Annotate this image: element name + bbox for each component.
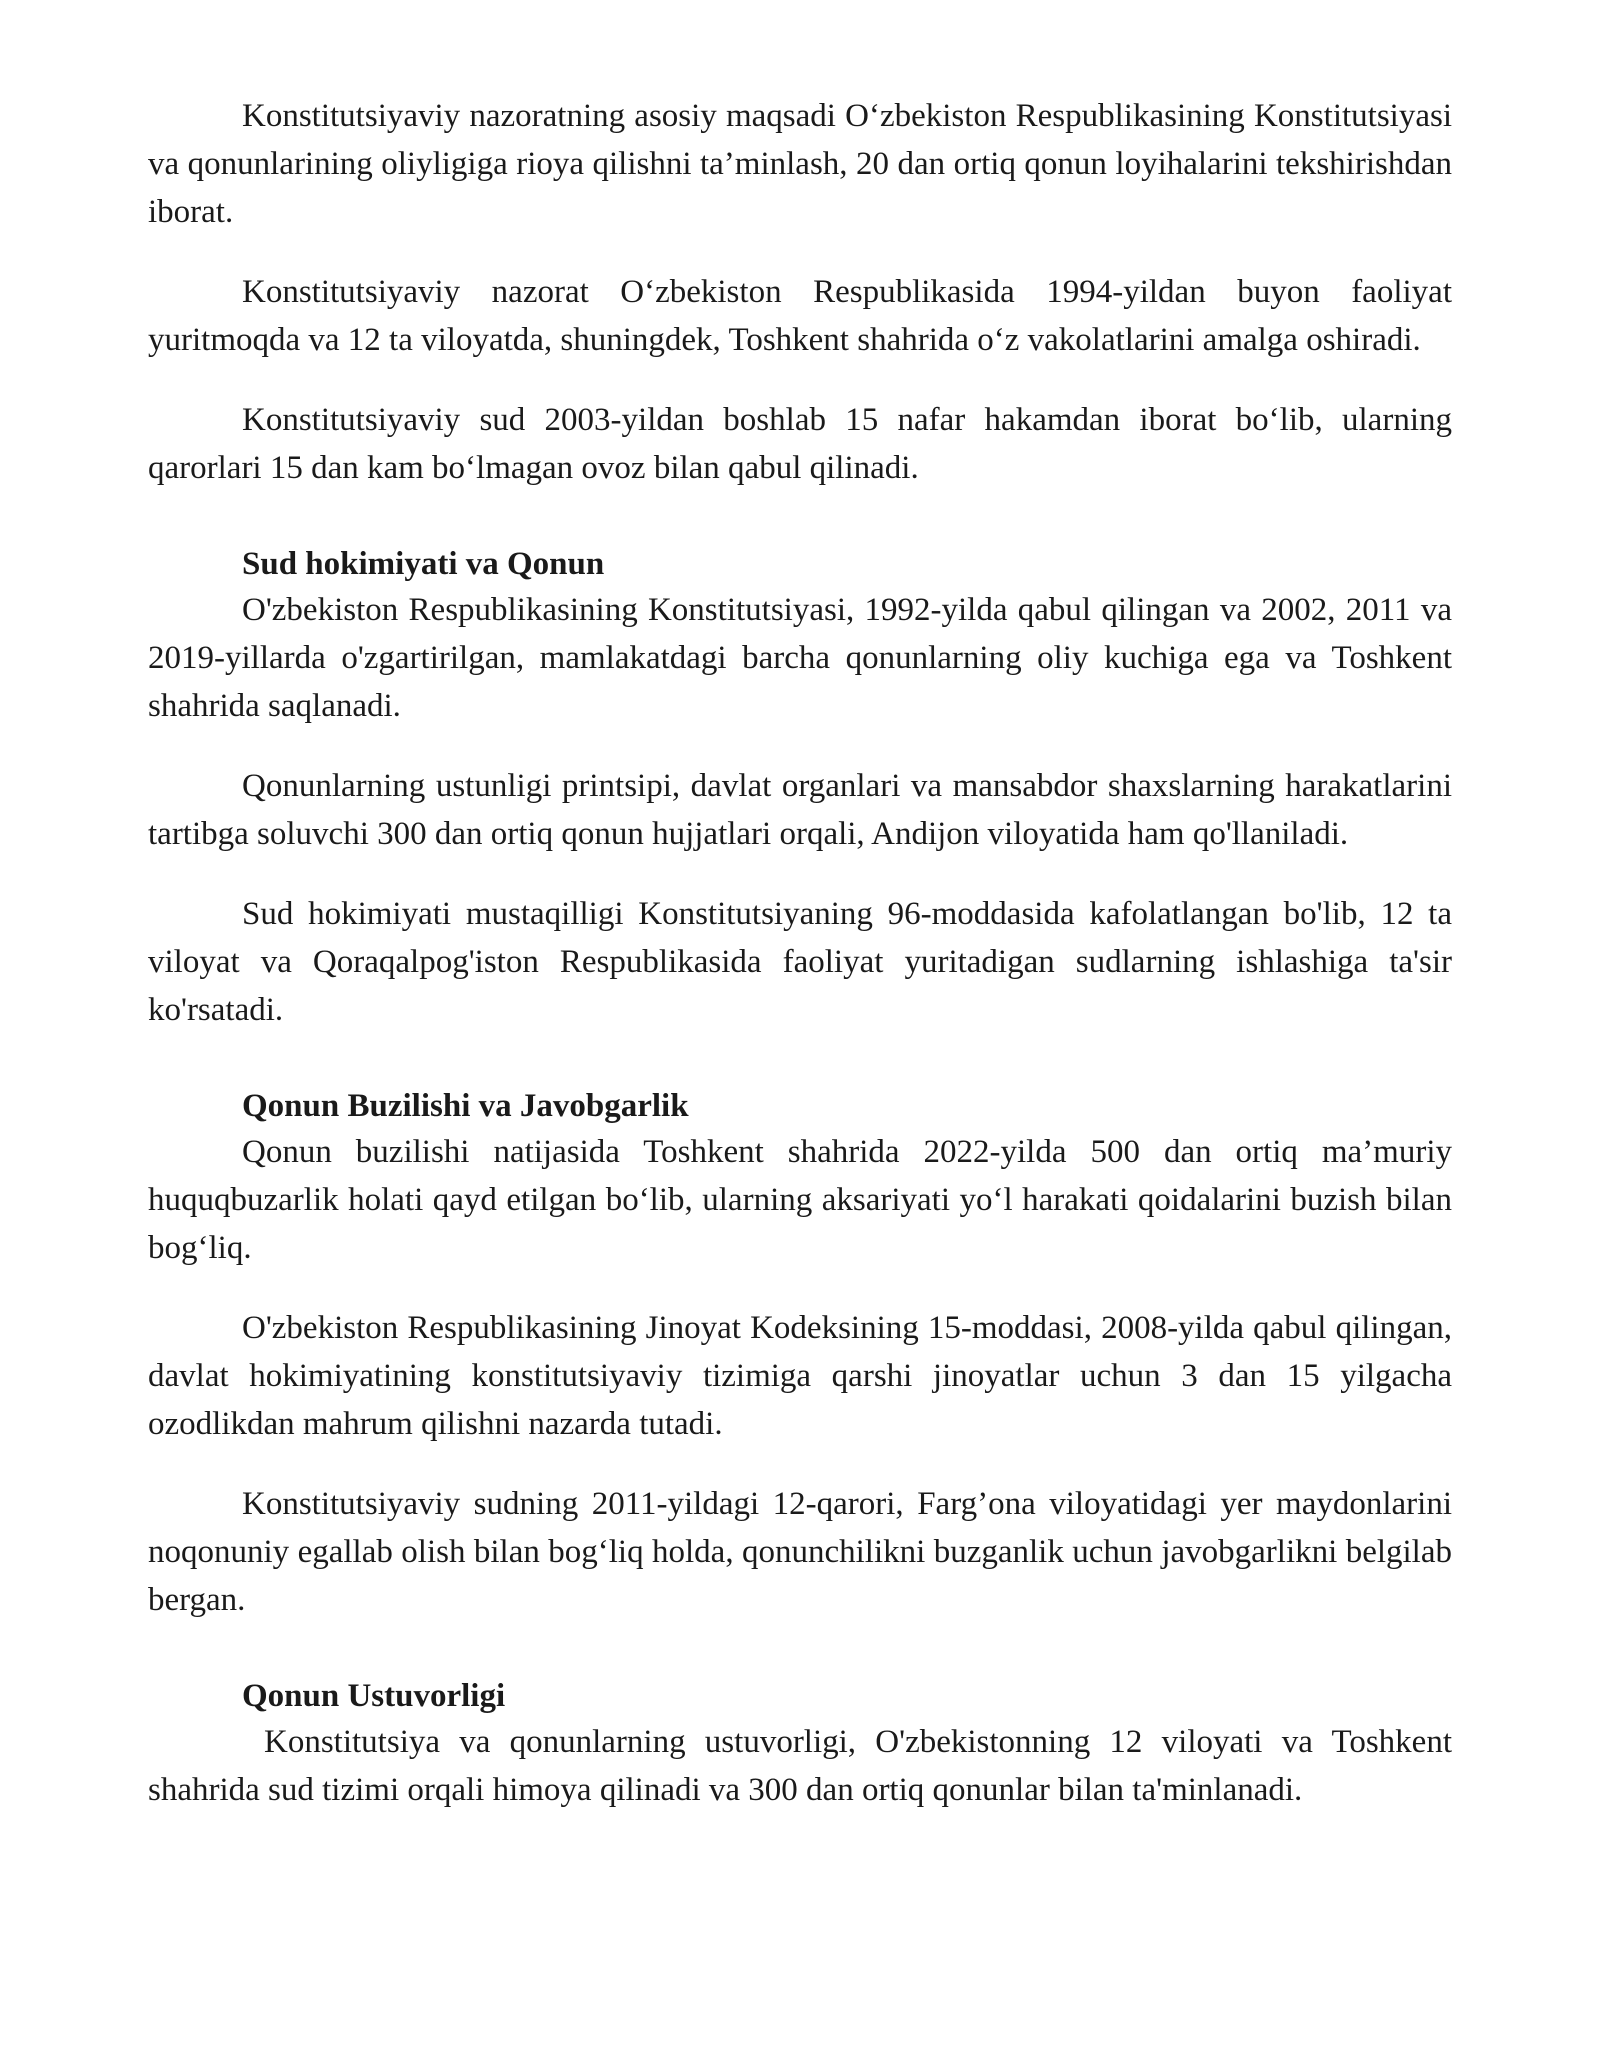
intro-paragraph-1: Konstitutsiyaviy nazoratning asosiy maqsadi O‘zbekiston Respublikasining Konstitutsiyasi va qonunlarining oliyligiga rioya qilishni ta’minlash, 20 dan ortiq qonun loyihalarini tekshirishdan iborat. — [148, 98, 1452, 230]
section-heading: Qonun Buzilishi va Javobgarlik — [242, 1088, 689, 1124]
section-paragraph: Qonun buzilishi natijasida Toshkent shahrida 2022-yilda 500 dan ortiq ma’muriy huquqbuzarlik holati qayd etilgan bo‘lib, ularning aksariyati yo‘l harakati qoidalarini buzish bilan bog‘liq. — [148, 1134, 1452, 1266]
intro-paragraph-2: Konstitutsiyaviy nazorat O‘zbekiston Respublikasida 1994-yildan buyon faoliyat yuritmoqda va 12 ta viloyatda, shuningdek, Toshkent shahrida o‘z vakolatlarini amalga oshiradi. — [148, 274, 1452, 358]
section-paragraph: Konstitutsiya va qonunlarning ustuvorligi, O'zbekistonning 12 viloyati va Toshkent shahrida sud tizimi orqali himoya qilinadi va 300 dan ortiq qonunlar bilan ta'minlanadi. — [148, 1724, 1452, 1808]
section-qonun-buzilishi — [148, 1084, 1452, 1624]
section-qonun-ustuvorligi — [148, 1674, 1452, 1814]
section-sud-hokimiyati — [148, 542, 1452, 1034]
document-page — [148, 92, 1452, 1846]
section-paragraph: Qonunlarning ustunligi printsipi, davlat organlari va mansabdor shaxslarning harakatlarini tartibga soluvchi 300 dan ortiq qonun hujjatlari orqali, Andijon viloyatida ham qo'llaniladi. — [148, 768, 1452, 852]
section-heading: Sud hokimiyati va Qonun — [242, 546, 605, 582]
section-paragraph: O'zbekiston Respublikasining Konstitutsiyasi, 1992-yilda qabul qilingan va 2002, 2011 va 2019-yillarda o'zgartirilgan, mamlakatdagi barcha qonunlarning oliy kuchiga ega va Toshkent shahrida saqlanadi. — [148, 592, 1452, 724]
section-paragraph: Konstitutsiyaviy sudning 2011-yildagi 12-qarori, Farg’ona viloyatidagi yer maydonlarini noqonuniy egallab olish bilan bog‘liq holda, qonunchilikni buzganlik uchun javobgarlikni belgilab bergan. — [148, 1486, 1452, 1618]
section-paragraph: O'zbekiston Respublikasining Jinoyat Kodeksining 15-moddasi, 2008-yilda qabul qilingan, davlat hokimiyatining konstitutsiyaviy tizimiga qarshi jinoyatlar uchun 3 dan 15 yilgacha ozodlikdan mahrum qilishni nazarda tutadi. — [148, 1310, 1452, 1442]
section-paragraph: Sud hokimiyati mustaqilligi Konstitutsiyaning 96-moddasida kafolatlangan bo'lib, 12 ta viloyat va Qoraqalpog'iston Respublikasida faoliyat yuritadigan sudlarning ishlashiga ta'sir ko'rsatadi. — [148, 896, 1452, 1028]
intro-paragraph-3: Konstitutsiyaviy sud 2003-yildan boshlab 15 nafar hakamdan iborat bo‘lib, ularning qarorlari 15 dan kam bo‘lmagan ovoz bilan qabul qilinadi. — [148, 402, 1452, 486]
section-heading: Qonun Ustuvorligi — [242, 1678, 506, 1714]
